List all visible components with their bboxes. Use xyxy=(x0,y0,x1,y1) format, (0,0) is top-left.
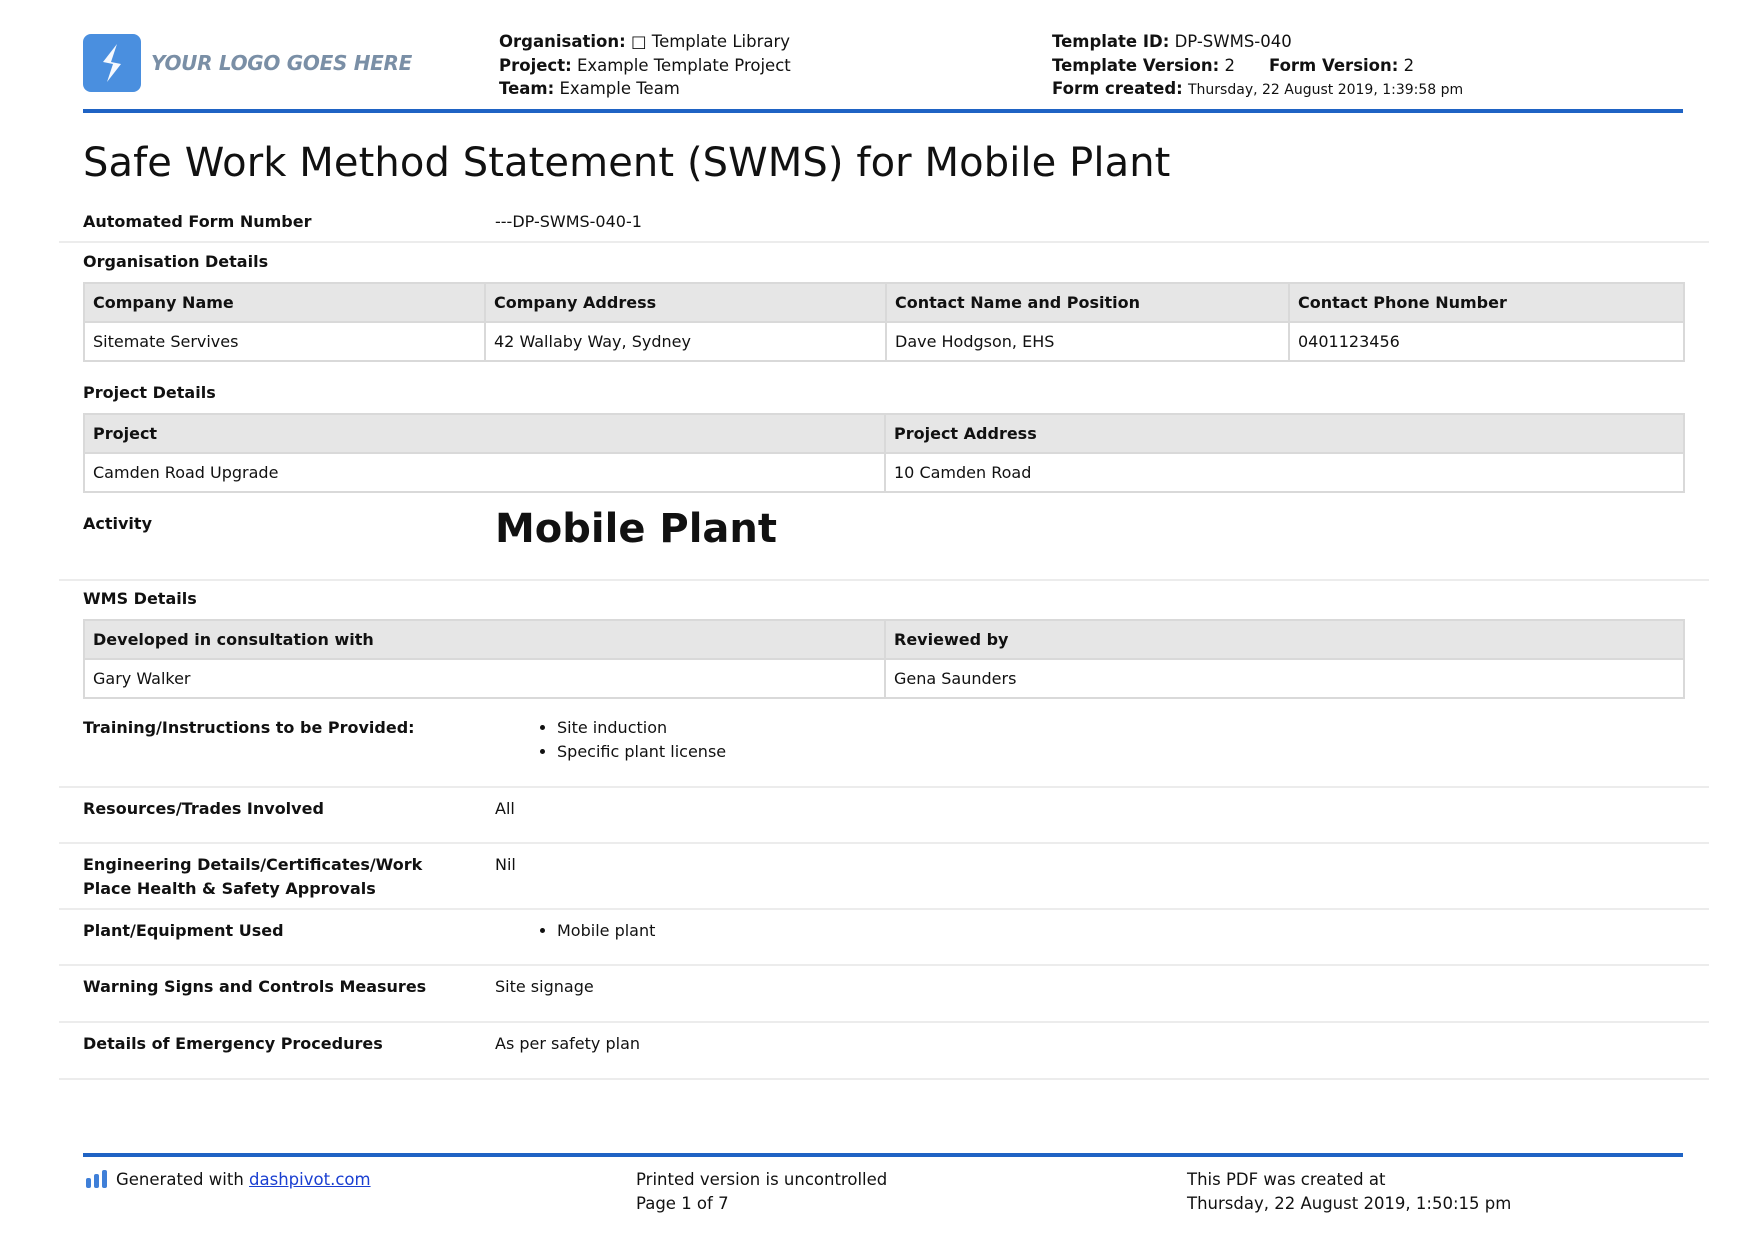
divider xyxy=(59,842,1709,844)
form-version-value: 2 xyxy=(1403,55,1415,75)
project-details-table xyxy=(83,413,1685,493)
column-header-reviewed-by: Reviewed by xyxy=(885,620,1684,659)
project-value: Example Template Project xyxy=(576,55,791,75)
reviewed-by-cell: Gena Saunders xyxy=(885,659,1684,698)
column-header-company-name: Company Name xyxy=(84,283,485,322)
engineering-label-line2: Place Health & Safety Approvals xyxy=(83,879,376,898)
activity-value: Mobile Plant xyxy=(495,506,778,552)
page-title: Safe Work Method Statement (SWMS) for Mobile Plant xyxy=(83,140,1171,186)
organisation-value: □ Template Library xyxy=(630,32,791,51)
company-name-cell: Sitemate Servives xyxy=(84,322,485,361)
template-id-value: DP-SWMS-040 xyxy=(1174,32,1292,51)
resources-value: All xyxy=(495,799,515,818)
plant-label: Plant/Equipment Used xyxy=(83,921,284,940)
page-number: Page 1 of 7 xyxy=(636,1193,729,1213)
footer-divider xyxy=(83,1153,1683,1157)
column-header-contact-name: Contact Name and Position xyxy=(886,283,1289,322)
column-header-developed-with: Developed in consultation with xyxy=(84,620,885,659)
column-header-contact-phone: Contact Phone Number xyxy=(1289,283,1684,322)
engineering-value: Nil xyxy=(495,855,516,874)
form-version-label: Form Version: xyxy=(1268,55,1399,75)
project-label: Project: xyxy=(499,55,572,75)
contact-phone-cell: 0401123456 xyxy=(1289,322,1684,361)
footer-printed xyxy=(636,1168,887,1215)
wms-details-table xyxy=(83,619,1685,699)
form-created-label: Form created: xyxy=(1052,79,1183,98)
list-item: • Site induction xyxy=(557,716,726,740)
table-row xyxy=(84,453,1684,492)
company-address-cell: 42 Wallaby Way, Sydney xyxy=(485,322,886,361)
activity-label: Activity xyxy=(83,514,152,533)
page-header xyxy=(83,28,1683,110)
table-row xyxy=(84,322,1684,361)
dashpivot-link[interactable]: dashpivot.com xyxy=(249,1170,371,1189)
printed-notice: Printed version is uncontrolled xyxy=(636,1170,888,1189)
engineering-label xyxy=(83,853,422,901)
table-header-row xyxy=(84,283,1684,322)
project-cell: Camden Road Upgrade xyxy=(84,453,885,492)
project-address-cell: 10 Camden Road xyxy=(885,453,1684,492)
column-header-project: Project xyxy=(84,414,885,453)
column-header-project-address: Project Address xyxy=(885,414,1684,453)
wms-details-heading: WMS Details xyxy=(83,589,197,608)
list-item: • Specific plant license xyxy=(557,740,726,764)
warning-value: Site signage xyxy=(495,977,594,996)
training-label: Training/Instructions to be Provided: xyxy=(83,718,415,737)
divider xyxy=(59,1021,1709,1023)
footer-generated xyxy=(86,1168,371,1195)
created-label: This PDF was created at xyxy=(1187,1170,1386,1189)
table-header-row xyxy=(84,414,1684,453)
footer-created xyxy=(1187,1168,1511,1215)
divider xyxy=(59,908,1709,910)
created-timestamp: Thursday, 22 August 2019, 1:50:15 pm xyxy=(1187,1193,1512,1213)
header-divider xyxy=(83,109,1683,113)
organisation-details-table xyxy=(83,282,1685,362)
divider xyxy=(59,241,1709,243)
template-version-label: Template Version: xyxy=(1052,55,1220,75)
emergency-value: As per safety plan xyxy=(495,1034,641,1053)
team-value: Example Team xyxy=(559,79,680,98)
divider xyxy=(59,1078,1709,1080)
generated-prefix: Generated with xyxy=(116,1170,244,1189)
column-header-company-address: Company Address xyxy=(485,283,886,322)
project-details-heading: Project Details xyxy=(83,383,216,402)
emergency-label: Details of Emergency Procedures xyxy=(83,1034,383,1053)
organisation-label: Organisation: xyxy=(499,32,626,51)
contact-name-cell: Dave Hodgson, EHS xyxy=(886,322,1289,361)
warning-label: Warning Signs and Controls Measures xyxy=(83,977,427,996)
divider xyxy=(59,964,1709,966)
divider xyxy=(59,786,1709,788)
header-project-info xyxy=(499,30,791,101)
form-created-value: Thursday, 22 August 2019, 1:39:58 pm xyxy=(1188,82,1464,98)
header-template-info xyxy=(1052,30,1463,103)
form-number-label: Automated Form Number xyxy=(83,212,312,231)
logo-icon xyxy=(83,34,141,92)
engineering-label-line1: Engineering Details/Certificates/Work xyxy=(83,855,423,874)
list-item: • Mobile plant xyxy=(557,919,655,943)
template-id-label: Template ID: xyxy=(1052,32,1170,51)
table-header-row xyxy=(84,620,1684,659)
table-row xyxy=(84,659,1684,698)
logo-text: YOUR LOGO GOES HERE xyxy=(151,51,412,75)
developed-with-cell: Gary Walker xyxy=(84,659,885,698)
organisation-details-heading: Organisation Details xyxy=(83,252,269,271)
logo xyxy=(83,34,412,92)
resources-label: Resources/Trades Involved xyxy=(83,799,324,818)
plant-list xyxy=(535,919,655,943)
template-version-value: 2 xyxy=(1224,55,1235,75)
divider xyxy=(59,579,1709,581)
dashpivot-icon xyxy=(86,1170,108,1195)
training-list xyxy=(535,716,726,764)
form-number-value: ---DP-SWMS-040-1 xyxy=(495,212,642,231)
team-label: Team: xyxy=(499,79,555,98)
